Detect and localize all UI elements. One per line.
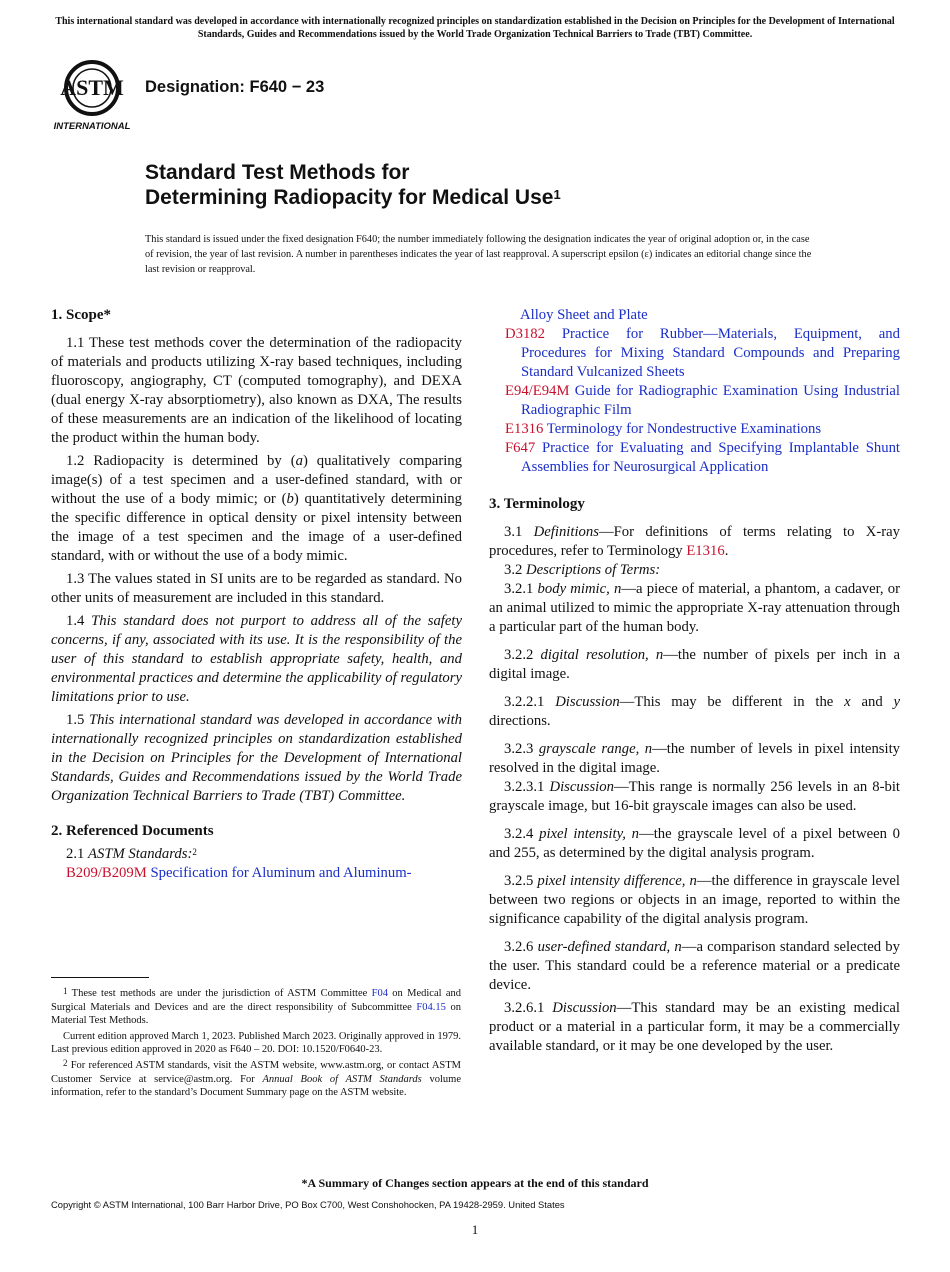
definition: 3.2.6 user-defined standard, n—a comparison standard selected by the user. This standard could be a reference material or a predicate device. (489, 939, 900, 993)
reference-title[interactable]: Terminology for Nondestructive Examinations (546, 421, 822, 437)
scope-1-3: 1.3 The values stated in SI units are to be regarded as standard. No other units of measurement are included in this standard. (51, 571, 462, 606)
scope-heading: 1. Scope* (51, 307, 111, 323)
reference-title[interactable]: Specification for Aluminum and Aluminum- (150, 865, 412, 881)
right-column (489, 306, 900, 1056)
scope-1-5: 1.5 This international standard was developed in accordance with internationally recognized principles on standardization established in the Decision on Principles for the Development of International Standards, Guides and Recommendations issued by the World Trade Organization Technical Barriers to Trade (TBT) Committee. (51, 712, 462, 804)
title-footnote-mark: 1 (553, 187, 561, 202)
definition: 3.2.4 pixel intensity, n—the grayscale level of a pixel between 0 and 255, as determined by the digital analysis program. (489, 826, 901, 861)
astm-logo (52, 58, 136, 132)
scope-1-1: 1.1 These test methods cover the determination of the radiopacity of materials and products utilizing X-ray based techniques, including fluoroscopy, angiography, CT (computed tomography), and DEXA (dual energy X-ray absorptiometry), also known as DXA, The results of these measurements are an indication of the likelihood of locating the product within the human body. (51, 335, 462, 446)
definition: 3.2.2 digital resolution, n—the number of pixels per inch in a digital image. (489, 647, 900, 682)
reference-title[interactable]: Practice for Evaluating and Specifying Implantable Shunt Assemblies for Neurosurgical Application (521, 440, 900, 475)
summary-of-changes-note: *A Summary of Changes section appears at the end of this standard (301, 1176, 649, 1190)
reference-title[interactable]: Practice for Rubber—Materials, Equipment, and Procedures for Mixing Standard Compounds and Preparing Standard Vulcanized Sheets (521, 326, 900, 380)
reference-item[interactable] (489, 420, 900, 439)
term-3-1: 3.1 Definitions—For definitions of terms relating to X-ray procedures, refer to Terminology E1316. (489, 524, 900, 559)
reference-item[interactable] (489, 439, 900, 477)
terminology-heading: 3. Terminology (489, 496, 585, 512)
designation: Designation: F640 − 23 (145, 78, 325, 96)
footnote-1: $^1$ These test methods are under the jurisdiction of ASTM Committee F04 on Medical and Surgical Materials and Devices and are the direct responsibility of Subcommittee F04.15 on Material Test Methods. (51, 986, 462, 1027)
reference-code[interactable]: B209/B209M (66, 865, 147, 881)
footnotes (51, 987, 461, 1100)
references-heading: 2. Referenced Documents (51, 823, 214, 839)
standardization-notice: This international standard was developed in accordance with internationally recognized principles on standardization established in the Decision on Principles for the Development of International Standards, Guides and Recommendations issued by the World Trade Organization Technical Barriers to Trade (TBT) Committee. (55, 16, 895, 40)
discussion: 3.2.2.1 Discussion—This may be different in the x and y directions. (489, 694, 901, 729)
scope-1-2: 1.2 Radiopacity is determined by (a) qualitatively comparing image(s) of a test specimen and a user-defined standard, with or without the use of a body mimic; or (b) quantitatively determining the specific difference in optical density or pixel intensity between the image of a test specimen and the image of a user-defined standard, with or without the use of a body mimic. (51, 453, 462, 564)
discussion: 3.2.3.1 Discussion—This range is normally 256 levels in an 8-bit grayscale image, but 16-bit grayscale images can also be used. (489, 779, 901, 814)
footnote-edition: Current edition approved March 1, 2023. Published March 2023. Originally approved in 1979. Last previous edition approved in 2020 as F640 – 20. DOI: 10.1520/F0640-23. (51, 1030, 461, 1056)
issued-note: This standard is issued under the fixed designation F640; the number immediately following the designation indicates the year of original adoption or, in the case of revision, the year of last revision. A number in parentheses indicates the year of last reapproval. A superscript epsilon (ε) indicates an editorial change since the last revision or reapproval. (145, 234, 812, 275)
scope-1-4: 1.4 This standard does not purport to address all of the safety concerns, if any, associated with its use. It is the responsibility of the user of this standard to establish appropriate safety, health, and environmental practices and determine the applicability of regulatory limitations prior to use. (51, 613, 463, 705)
terminology-link[interactable]: E1316 (686, 543, 725, 559)
committee-link[interactable]: F04 (371, 988, 388, 999)
footnote-divider (51, 977, 149, 978)
title-text: Determining Radiopacity for Medical Use (145, 186, 554, 209)
page-title (145, 160, 561, 210)
footnote-2: $^2$ For referenced ASTM standards, visit the ASTM website, www.astm.org, or contact ASTM Customer Service at service@astm.org. For Annual Book of ASTM Standards volume information, refer to the standard’s Document Summary page on the ASTM website. (51, 1057, 462, 1099)
logo-subtext: INTERNATIONAL (53, 121, 131, 132)
subcommittee-link[interactable]: F04.15 (416, 1001, 446, 1013)
logo-text: ASTM (60, 75, 124, 100)
reference-item-continued[interactable]: Alloy Sheet and Plate (520, 307, 648, 323)
reference-title[interactable]: Guide for Radiographic Examination Using Industrial Radiographic Film (521, 383, 901, 418)
copyright: Copyright © ASTM International, 100 Barr Harbor Drive, PO Box C700, West Conshohocken, PA 19428-2959. United States (51, 1199, 565, 1210)
discussion: 3.2.6.1 Discussion—This standard may be an existing medical product or a material in a particular form, it may be a commercially available standard, or it may be one developed by the user. (489, 1000, 900, 1054)
reference-code[interactable]: F647 (505, 440, 536, 456)
references-2-1: 2.1 ASTM Standards:$^2$ (66, 846, 197, 862)
definition: 3.2.3 grayscale range, n—the number of levels in pixel intensity resolved in the digital image. (489, 741, 901, 776)
title-line-2 (145, 185, 561, 210)
definition: 3.2.1 body mimic, n—a piece of material, a phantom, a cadaver, or an animal utilized to mimic the appropriate X-ray attenuation through a particular part of the human body. (489, 581, 901, 635)
reference-code[interactable]: D3182 (505, 326, 545, 342)
reference-item[interactable] (489, 325, 900, 382)
definition: 3.2.5 pixel intensity difference, n—the difference in grayscale level between two regions or objects in an image, reported to within the significance capability of the digital analysis program. (489, 873, 901, 927)
astm-logo-icon (52, 58, 136, 132)
left-column (51, 306, 462, 883)
reference-item[interactable] (489, 382, 900, 420)
reference-code[interactable]: E1316 (505, 421, 544, 437)
term-3-2: 3.2 Descriptions of Terms: (504, 562, 661, 578)
reference-item[interactable] (51, 864, 462, 883)
title-line-1: Standard Test Methods for (145, 161, 410, 184)
reference-code[interactable]: E94/E94M (505, 383, 570, 399)
page-number: 1 (471, 1222, 479, 1237)
